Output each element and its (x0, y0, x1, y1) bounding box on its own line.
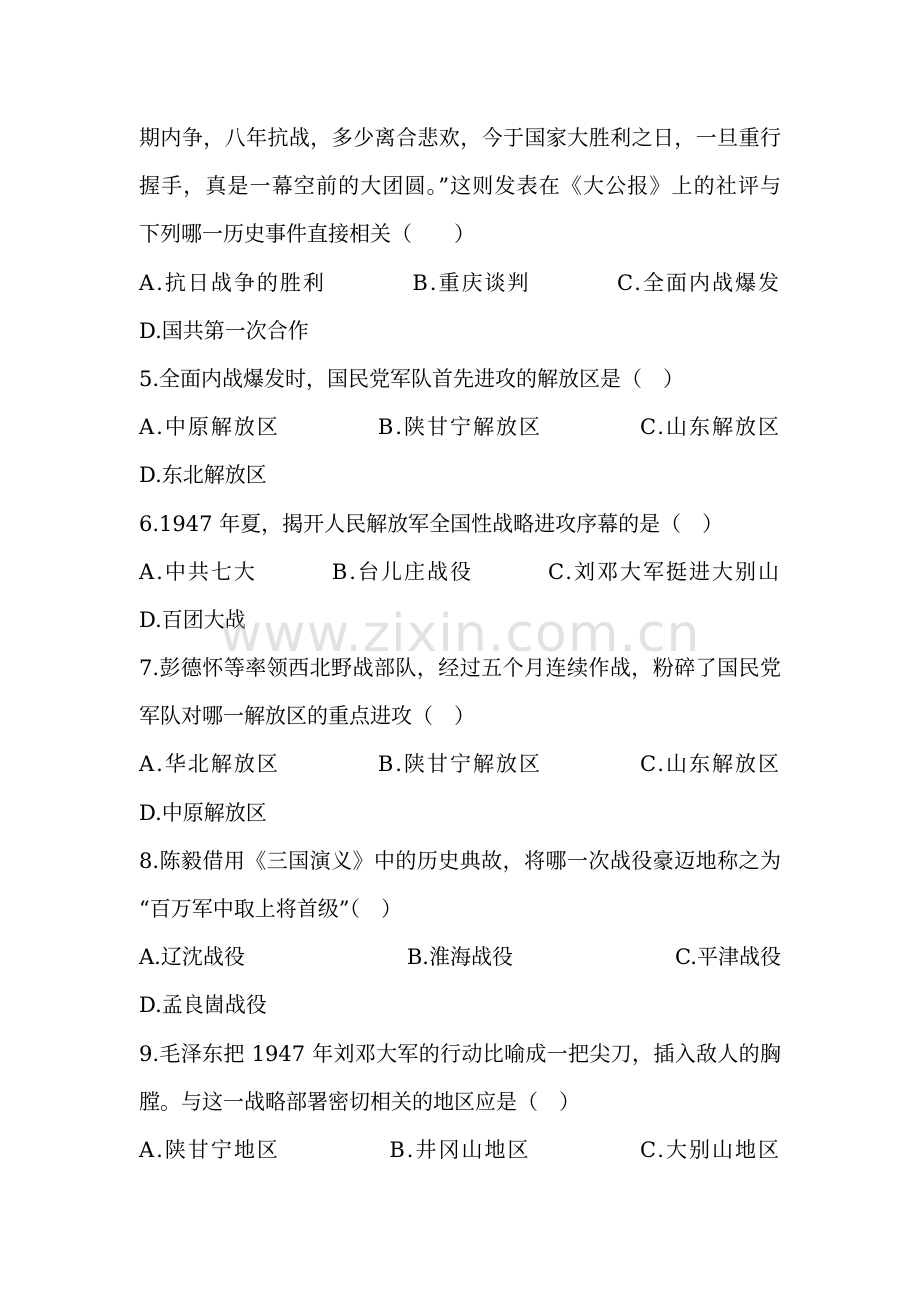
option-c: C.山东解放区 (639, 752, 781, 777)
question-9-line-2: 膛。与这一战略部署密切相关的地区应是（ ） (139, 1089, 580, 1114)
option-b: B.重庆谈判 (412, 270, 531, 295)
question-4-option-d: D.国共第一次合作 (139, 318, 309, 343)
question-9-line-1: 9.毛泽东把 1947 年刘邓大军的行动比喻成一把尖刀，插入敌人的胸 (139, 1041, 781, 1066)
question-7-line-1: 7.彭德怀等率领西北野战部队，经过五个月连续作战，粉碎了国民党 (139, 656, 781, 681)
question-4-options (139, 261, 781, 309)
option-a: A.抗日战争的胜利 (139, 270, 326, 295)
option-b: B.淮海战役 (406, 945, 513, 970)
option-c: C.大别山地区 (639, 1137, 781, 1162)
question-4-line-3: 下列哪一历史事件直接相关（ ） (139, 222, 475, 247)
option-c: C.刘邓大军挺进大别山 (547, 559, 781, 584)
question-6-stem: 6.1947 年夏，揭开人民解放军全国性战略进攻序幕的是（ ） (139, 511, 724, 536)
question-5-options (139, 405, 781, 453)
question-9-options (139, 1128, 781, 1176)
question-7-line-2: 军队对哪一解放区的重点进攻（ ） (139, 704, 475, 729)
option-b: B.陕甘宁解放区 (377, 752, 542, 777)
question-5-option-d: D.东北解放区 (139, 463, 267, 488)
question-6-options (139, 550, 781, 598)
option-a: A.辽沈战役 (139, 945, 245, 970)
question-content (139, 116, 781, 1176)
option-c: C.平津战役 (674, 945, 781, 970)
option-a: A.陕甘宁地区 (139, 1137, 280, 1162)
option-b: B.陕甘宁解放区 (377, 415, 542, 440)
question-4-line-1: 期内争，八年抗战，多少离合悲欢，今于国家大胜利之日，一旦重行 (139, 126, 781, 150)
question-7-options (139, 742, 781, 790)
question-8-options (139, 935, 781, 983)
question-7-option-d: D.中原解放区 (139, 800, 267, 825)
question-6-option-d: D.百团大战 (139, 607, 246, 632)
watermark-text: www.zixin.com.cn (219, 604, 701, 664)
question-8-line-2: “百万军中取上将首级”（ ） (139, 897, 402, 921)
question-8-option-d: D.孟良崮战役 (139, 993, 267, 1018)
option-a: A.中共七大 (139, 559, 257, 584)
question-4-line-2: 握手，真是一幕空前的大团圆。”这则发表在《大公报》上的社评与 (139, 174, 781, 199)
option-a: A.华北解放区 (139, 752, 280, 777)
option-b: B.台儿庄战役 (331, 559, 473, 584)
option-c: C.山东解放区 (639, 415, 781, 440)
question-5-stem: 5.全面内战爆发时，国民党军队首先进攻的解放区是（ ） (139, 366, 685, 391)
question-8-line-1: 8.陈毅借用《三国演义》中的历史典故，将哪一次战役豪迈地称之为 (139, 848, 781, 873)
option-a: A.中原解放区 (139, 415, 280, 440)
option-c: C.全面内战爆发 (616, 270, 781, 295)
option-b: B.井冈山地区 (389, 1137, 531, 1162)
